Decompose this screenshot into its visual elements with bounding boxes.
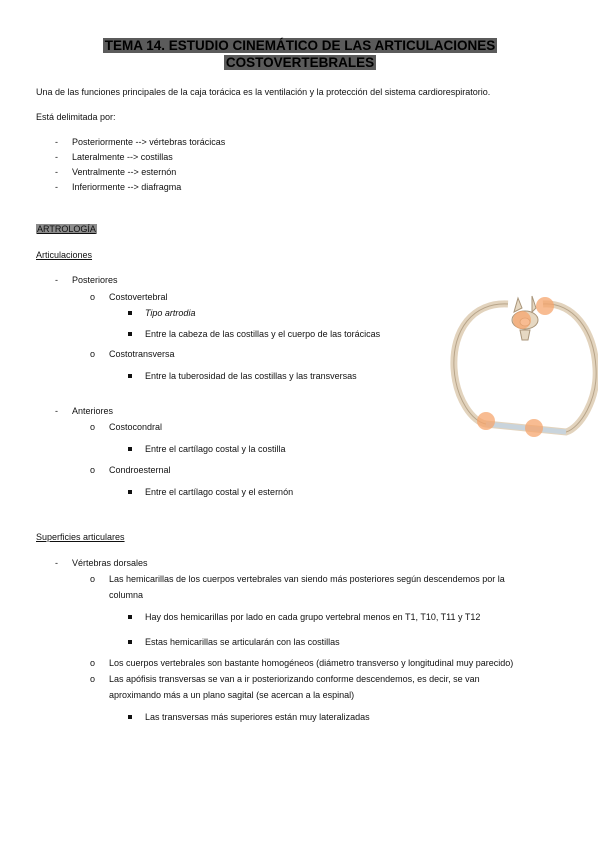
dash-bullet: - [55, 167, 58, 177]
square-bullet [128, 447, 132, 451]
dash-bullet: - [55, 558, 58, 568]
joint-marker [536, 297, 554, 315]
condroesternal-label: Condroesternal [109, 465, 171, 475]
circle-bullet: o [90, 292, 96, 302]
joint-marker [525, 419, 543, 437]
circle-bullet: o [90, 658, 96, 668]
dash-bullet: - [55, 182, 58, 192]
point3-line1: Las apófisis transversas se van a ir posteriorizando conforme descendemos, es decir, se van [109, 674, 480, 684]
costocondral-item: Entre el cartílago costal y la costilla [145, 444, 286, 454]
intro-text: Una de las funciones principales de la caja torácica es la ventilación y la protección del sistema cardiorespiratorio. [36, 87, 491, 97]
posteriores-label: Posteriores [72, 275, 118, 285]
rib-cage-illustration [448, 290, 598, 440]
square-bullet [128, 715, 132, 719]
point1-item: Hay dos hemicarillas por lado en cada grupo vertebral menos en T1, T10, T11 y T12 [145, 612, 481, 622]
delimited-item: Lateralmente --> costillas [72, 152, 173, 162]
anteriores-label: Anteriores [72, 406, 114, 416]
point2-text: Los cuerpos vertebrales son bastante homogéneos (diámetro transverso y longitudinal muy parecido) [109, 658, 514, 668]
delimited-heading: Está delimitada por: [36, 112, 116, 122]
circle-bullet: o [90, 465, 96, 475]
subheading-articulaciones: Articulaciones [36, 250, 93, 260]
circle-bullet: o [90, 422, 96, 432]
costovertebral-item: Entre la cabeza de las costillas y el cuerpo de las torácicas [145, 329, 381, 339]
delimited-item: Posteriormente --> vértebras torácicas [72, 137, 226, 147]
section-heading-artrologia: ARTROLOGÍA [37, 224, 96, 234]
point3-item: Las transversas más superiores están muy lateralizadas [145, 712, 370, 722]
page-title-line2: COSTOVERTEBRALES [225, 55, 375, 70]
dash-bullet: - [55, 406, 58, 416]
dash-bullet: - [55, 275, 58, 285]
square-bullet [128, 311, 132, 315]
square-bullet [128, 332, 132, 336]
dash-bullet: - [55, 152, 58, 162]
circle-bullet: o [90, 349, 96, 359]
page-title-line1: TEMA 14. ESTUDIO CINEMÁTICO DE LAS ARTICULACIONES [104, 38, 496, 53]
condroesternal-item: Entre el cartílago costal y el esternón [145, 487, 294, 497]
circle-bullet: o [90, 574, 96, 584]
subheading-superficies: Superficies articulares [36, 532, 125, 542]
rib-cage-drawing [448, 290, 598, 440]
dash-bullet: - [55, 137, 58, 147]
costovertebral-label: Costovertebral [109, 292, 168, 302]
delimited-item: Inferiormente --> diafragma [72, 182, 182, 192]
delimited-item: Ventralmente --> esternón [72, 167, 177, 177]
point1-line1: Las hemicarillas de los cuerpos vertebrales van siendo más posteriores según descendemos por la [109, 574, 505, 584]
point1-line2: columna [109, 590, 144, 600]
square-bullet [128, 490, 132, 494]
costovertebral-item: Tipo artrodia [145, 308, 196, 318]
costotransversa-label: Costotransversa [109, 349, 175, 359]
costocondral-label: Costocondral [109, 422, 163, 432]
costotransversa-item: Entre la tuberosidad de las costillas y las transversas [145, 371, 357, 381]
joint-marker [477, 412, 495, 430]
square-bullet [128, 615, 132, 619]
point3-line2: aproximando más a un plano sagital (se acercan a la espinal) [109, 690, 355, 700]
joint-marker [513, 311, 531, 329]
square-bullet [128, 374, 132, 378]
point1-item: Estas hemicarillas se articularán con las costillas [145, 637, 340, 647]
circle-bullet: o [90, 674, 96, 684]
square-bullet [128, 640, 132, 644]
vertebras-label: Vértebras dorsales [72, 558, 148, 568]
